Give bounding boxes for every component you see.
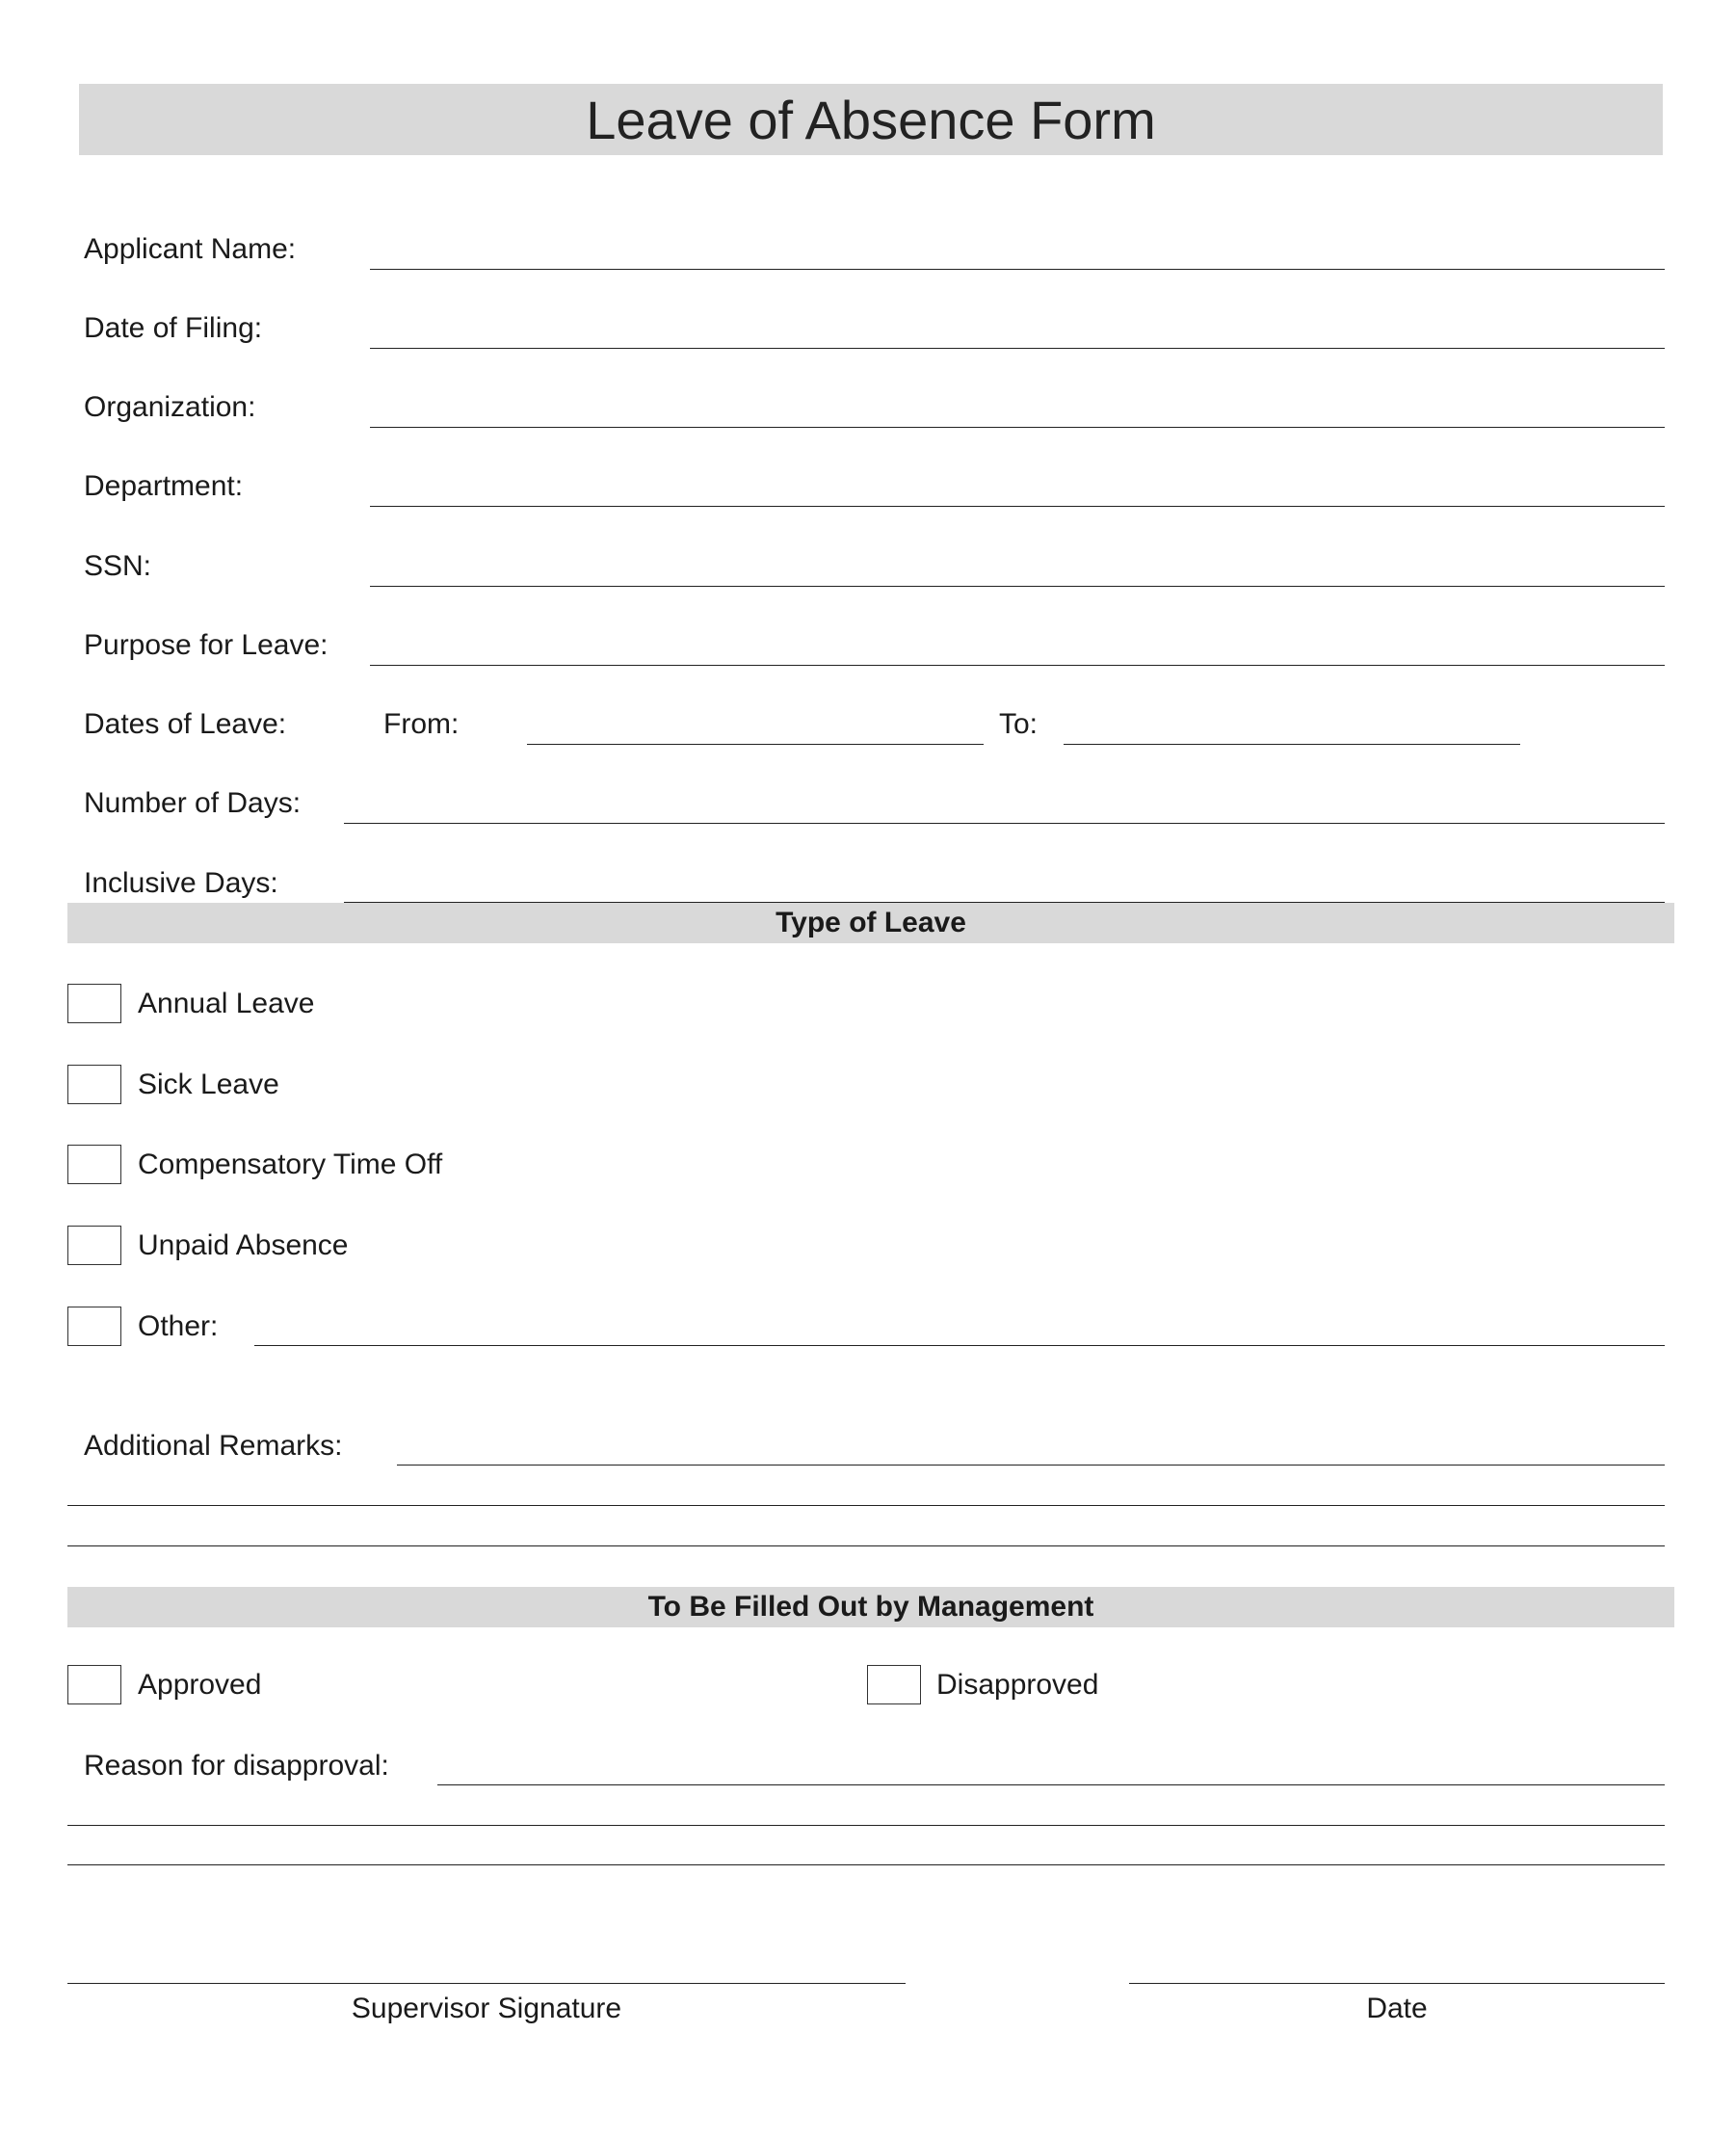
type-of-leave-header — [67, 903, 1674, 943]
reason-for-disapproval-field[interactable] — [437, 1784, 1665, 1785]
additional-remarks-line-2[interactable] — [67, 1505, 1665, 1506]
compensatory-time-off-label: Compensatory Time Off — [138, 1149, 443, 1180]
purpose-field[interactable] — [370, 665, 1665, 666]
signature-date-label: Date — [1366, 1993, 1428, 2024]
approved-label: Approved — [138, 1669, 262, 1701]
form-title-bar — [79, 84, 1663, 155]
reason-line-2[interactable] — [67, 1825, 1665, 1826]
management-header — [67, 1587, 1674, 1627]
from-date-field[interactable] — [527, 744, 984, 745]
date-of-filing-field[interactable] — [370, 348, 1665, 349]
reason-for-disapproval-label: Reason for disapproval: — [84, 1750, 389, 1782]
additional-remarks-line-3[interactable] — [67, 1545, 1665, 1546]
additional-remarks-label: Additional Remarks: — [84, 1430, 343, 1462]
number-of-days-label: Number of Days: — [84, 787, 302, 819]
to-date-field[interactable] — [1064, 744, 1520, 745]
to-label: To: — [999, 708, 1039, 740]
other-leave-checkbox[interactable] — [67, 1307, 121, 1346]
annual-leave-label: Annual Leave — [138, 988, 315, 1019]
ssn-field[interactable] — [370, 586, 1665, 587]
type-of-leave-title: Type of Leave — [776, 907, 966, 938]
date-of-filing-label: Date of Filing: — [84, 312, 263, 344]
annual-leave-checkbox[interactable] — [67, 984, 121, 1023]
disapproved-checkbox[interactable] — [867, 1665, 921, 1704]
purpose-label: Purpose for Leave: — [84, 629, 329, 661]
dates-of-leave-label: Dates of Leave: — [84, 708, 287, 740]
department-field[interactable] — [370, 506, 1665, 507]
applicant-name-field[interactable] — [370, 269, 1665, 270]
disapproved-label: Disapproved — [936, 1669, 1099, 1701]
management-title: To Be Filled Out by Management — [647, 1591, 1094, 1623]
department-label: Department: — [84, 470, 244, 502]
supervisor-signature-label: Supervisor Signature — [351, 1993, 622, 2024]
applicant-name-label: Applicant Name: — [84, 233, 297, 265]
unpaid-absence-label: Unpaid Absence — [138, 1229, 349, 1261]
sick-leave-label: Sick Leave — [138, 1069, 279, 1100]
other-leave-label: Other: — [138, 1310, 219, 1342]
number-of-days-field[interactable] — [344, 823, 1665, 824]
other-leave-field[interactable] — [254, 1345, 1665, 1346]
inclusive-days-label: Inclusive Days: — [84, 867, 278, 899]
ssn-label: SSN: — [84, 550, 152, 582]
unpaid-absence-checkbox[interactable] — [67, 1226, 121, 1265]
form-title: Leave of Absence Form — [586, 89, 1156, 150]
additional-remarks-field[interactable] — [397, 1465, 1665, 1466]
compensatory-time-off-checkbox[interactable] — [67, 1145, 121, 1184]
sick-leave-checkbox[interactable] — [67, 1065, 121, 1104]
organization-field[interactable] — [370, 427, 1665, 428]
supervisor-signature-field[interactable] — [67, 1983, 906, 1984]
signature-date-field[interactable] — [1129, 1983, 1665, 1984]
organization-label: Organization: — [84, 391, 256, 423]
approved-checkbox[interactable] — [67, 1665, 121, 1704]
from-label: From: — [383, 708, 460, 740]
reason-line-3[interactable] — [67, 1864, 1665, 1865]
